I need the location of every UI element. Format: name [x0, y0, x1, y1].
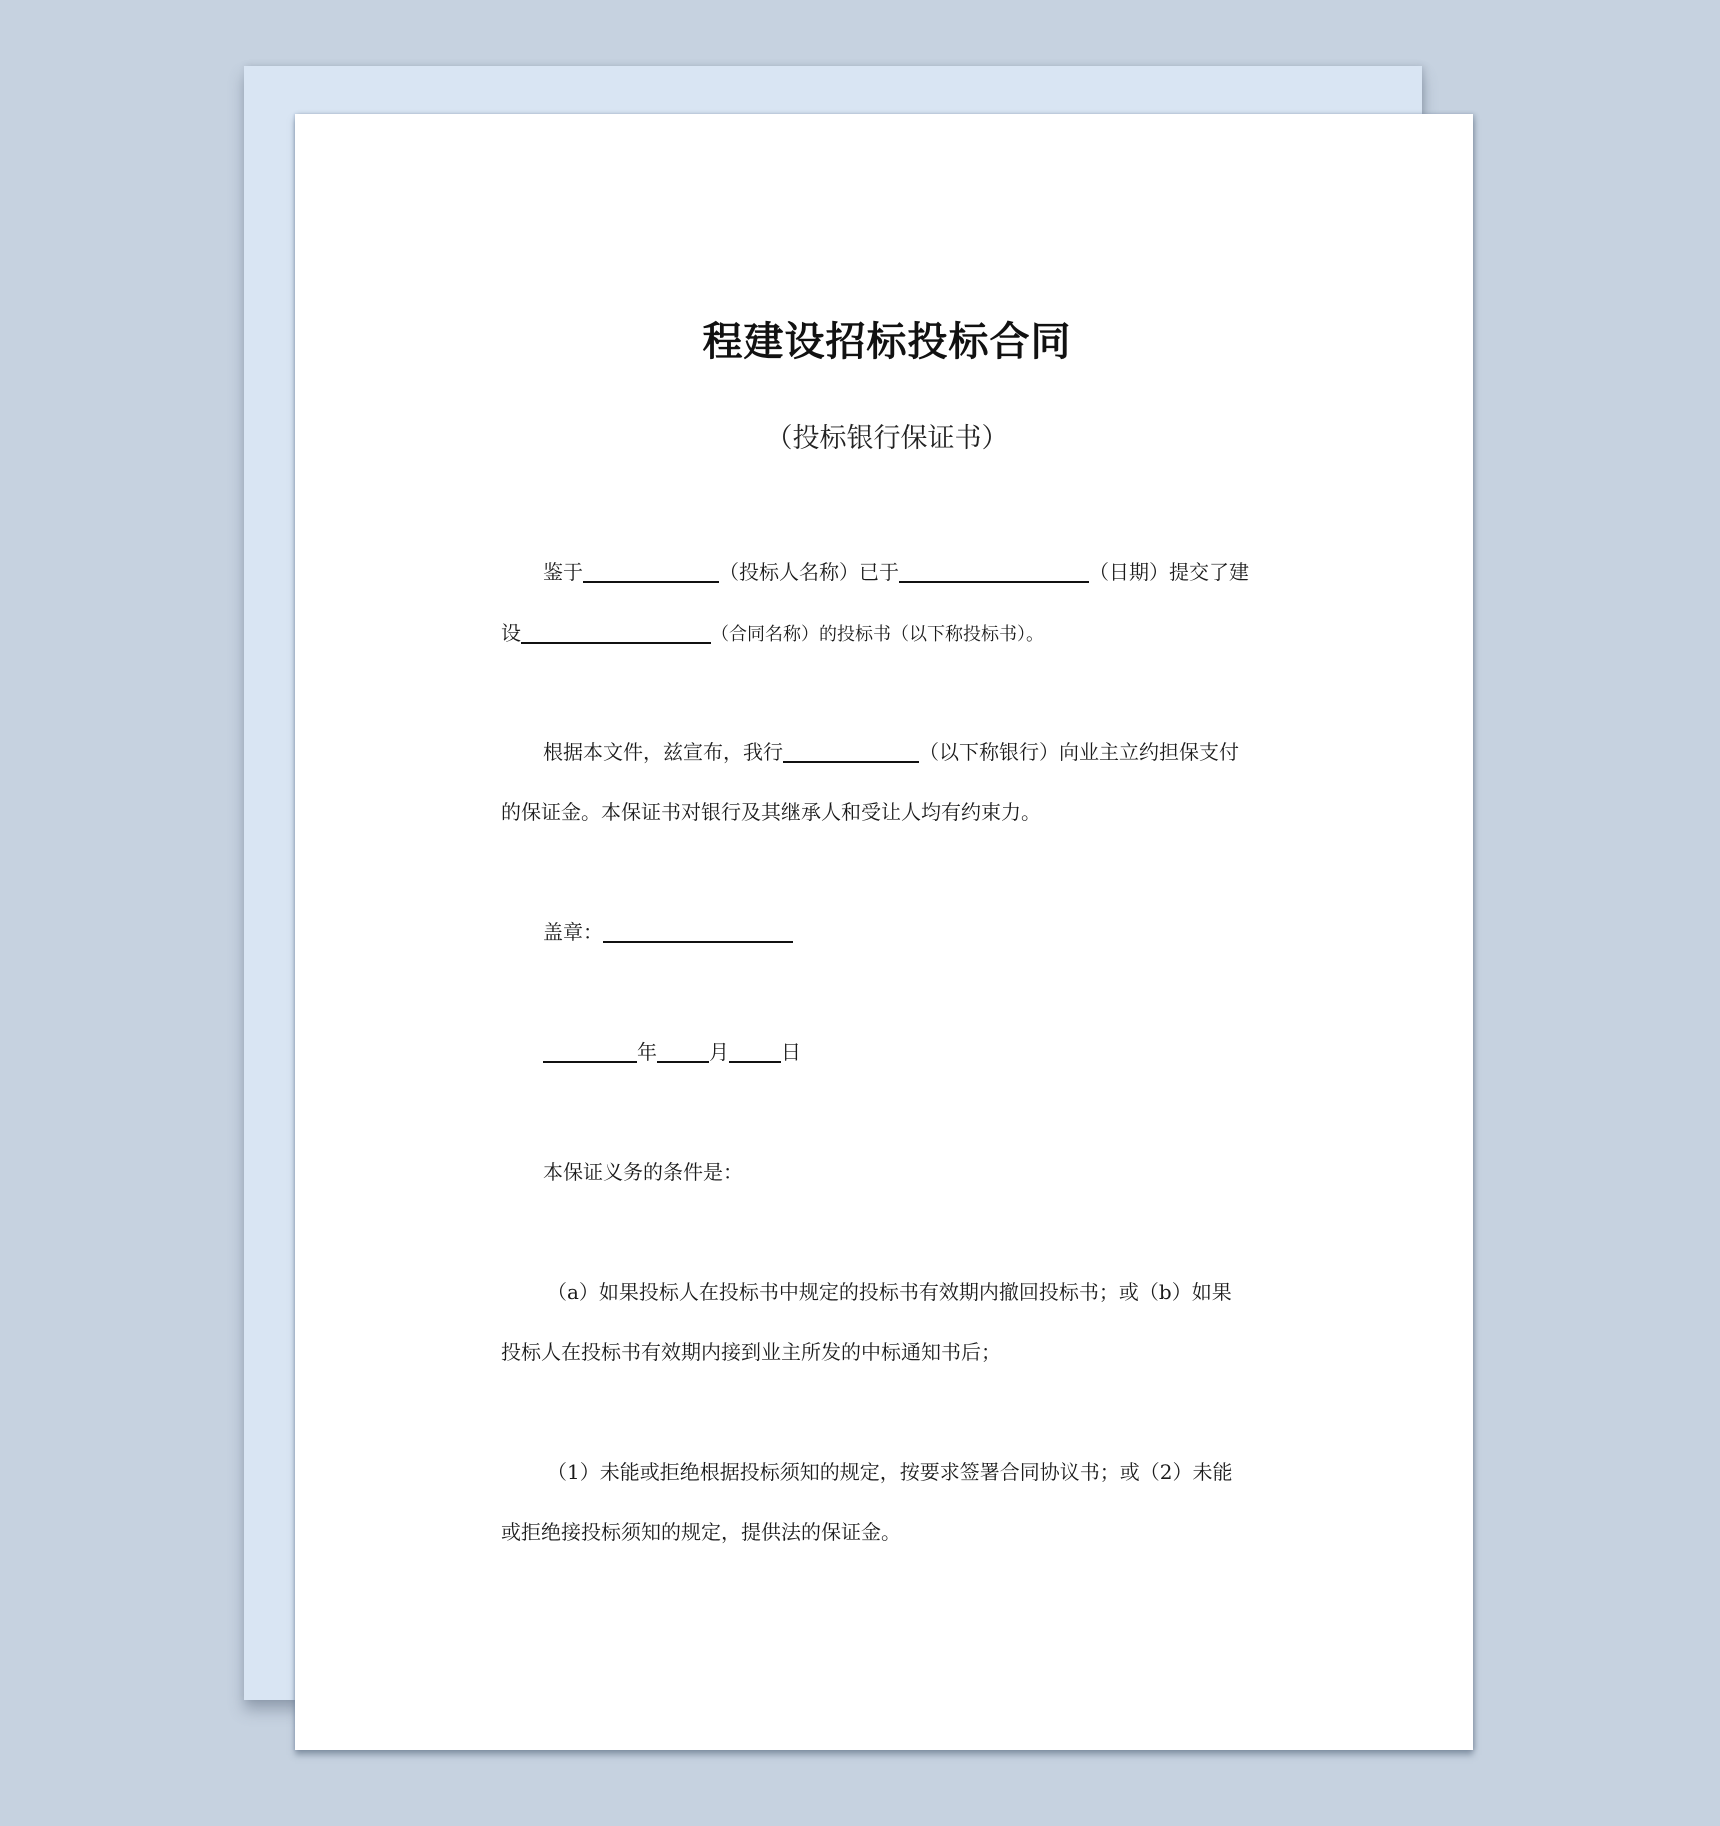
day-blank[interactable]: [729, 1041, 781, 1063]
day-label: 日: [781, 1040, 801, 1064]
condition-a-line-1: （a）如果投标人在投标书中规定的投标书有效期内撤回投标书；或（b）如果: [547, 1280, 1232, 1304]
text-segment: （合同名称）的投标书（以下称投标书）。: [711, 624, 1044, 645]
document-subtitle: （投标银行保证书）: [765, 423, 1009, 454]
condition-1-line-1: （1）未能或拒绝根据投标须知的规定，按要求签署合同协议书；或（2）未能: [547, 1460, 1233, 1484]
date-blank[interactable]: [899, 561, 1089, 583]
document-title: 程建设招标投标合同: [702, 319, 1072, 365]
seal-blank[interactable]: [603, 921, 793, 943]
paragraph-2-line-2: 的保证金。本保证书对银行及其继承人和受让人均有约束力。: [501, 800, 1041, 824]
month-label: 月: [709, 1040, 729, 1064]
bank-name-blank[interactable]: [783, 741, 919, 763]
text-segment: 根据本文件，兹宣布，我行: [543, 740, 783, 764]
text-segment: （以下称银行）向业主立约担保支付: [919, 740, 1239, 764]
conditions-heading: 本保证义务的条件是：: [543, 1160, 743, 1184]
document-page: [295, 114, 1473, 1750]
bidder-name-blank[interactable]: [583, 561, 719, 583]
month-blank[interactable]: [657, 1041, 709, 1063]
seal-line: [543, 918, 793, 946]
paragraph-1-line-2: [501, 619, 1044, 649]
condition-1-line-2: 或拒绝接投标须知的规定，提供法的保证金。: [501, 1520, 901, 1544]
text-segment: （日期）提交了建: [1089, 560, 1249, 584]
paragraph-1-line-1: [543, 558, 1249, 586]
date-line: [543, 1038, 801, 1066]
seal-label: 盖章：: [543, 920, 603, 944]
year-label: 年: [637, 1040, 657, 1064]
paragraph-2-line-1: [543, 738, 1239, 766]
condition-a-line-2: 投标人在投标书有效期内接到业主所发的中标通知书后；: [501, 1340, 1001, 1364]
text-segment: 鉴于: [543, 560, 583, 584]
text-segment: （投标人名称）已于: [719, 560, 899, 584]
year-blank[interactable]: [543, 1041, 637, 1063]
text-segment: 设: [501, 621, 521, 645]
contract-name-blank[interactable]: [521, 622, 711, 644]
